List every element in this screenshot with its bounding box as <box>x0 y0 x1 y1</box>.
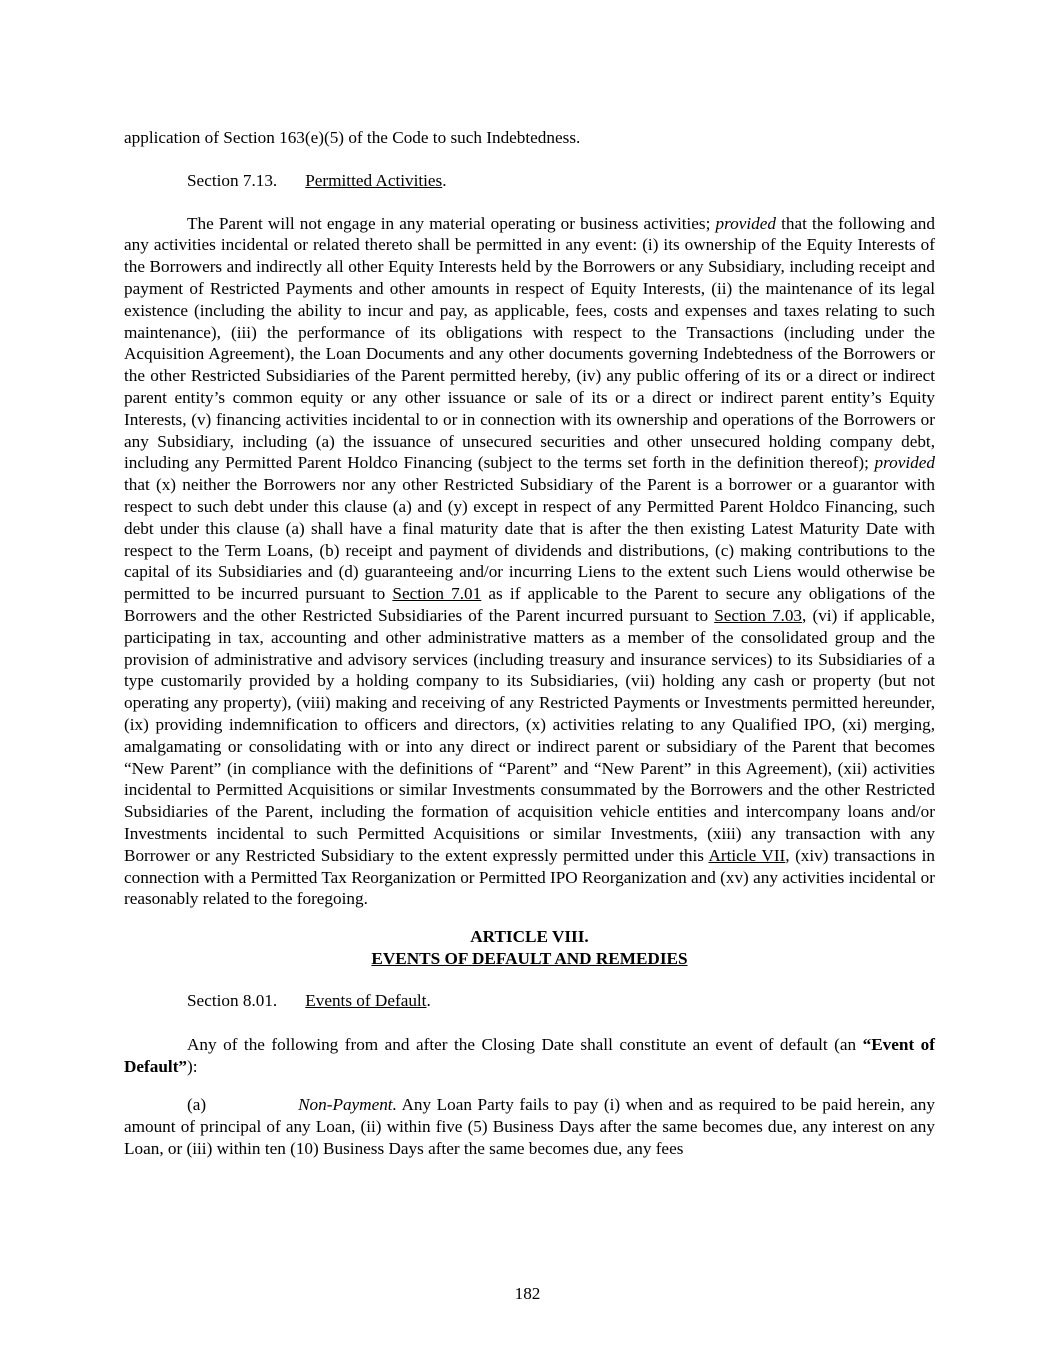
events-of-default-intro <box>124 1034 935 1078</box>
text-segment: , (vi) if applicable, participating in tax, accounting and other administrative matters as a member of the consolidated group and the provision of administrative and advisory services (including treasury and insurance services) to its Subsidiaries of a type customarily provided by a holding company to its Subsidiaries, (vii) holding any cash or property (but not operating any property), (viii) making and receiving of any Restricted Payments or Investments permitted hereunder, (ix) providing indemnification to officers and directors, (x) activities relating to any Qualified IPO, (xi) merging, amalgamating or consolidating with or into any direct or indirect parent or subsidiary of the Parent that becomes “New Parent” (in compliance with the definitions of “Parent” and “New Parent” in this Agreement), (xii) activities incidental to Permitted Acquisitions or similar Investments consummated by the Borrowers and the other Restricted Subsidiaries of the Parent, including the formation of acquisition vehicle entities and intercompany loans and/or Investments incidental to such Permitted Acquisitions or similar Investments, (xiii) any transaction with any Borrower or any Restricted Subsidiary to the extent expressly permitted under this <box>124 605 936 865</box>
text-segment: as if applicable to the Parent to secure any obligations of the Borrowers and the other Restricted Subsidiaries of the Parent incurred pursuant to <box>124 584 935 625</box>
text-segment: “Event of Default” <box>124 1034 935 1076</box>
section-7-13-heading <box>124 170 935 192</box>
section-title: Events of Default <box>305 991 427 1011</box>
text-segment: ): <box>187 1056 198 1076</box>
text-segment: (a) <box>187 1095 207 1115</box>
section-8-01-heading <box>124 990 935 1012</box>
text-segment: , (xiv) transactions in connection with a Permitted Tax Reorganization or Permitted IPO Reorganization and (xv) any activities incidental or reasonably related to the foregoing. <box>124 845 935 909</box>
section-title: Permitted Activities <box>305 170 443 190</box>
text-segment: Article VII <box>708 845 786 865</box>
article-number: ARTICLE VIII. <box>470 927 589 947</box>
text-segment: The Parent will not engage in any material operating or business activities; <box>187 213 716 233</box>
text-segment: that the following and any activities incidental or related thereto shall be permitted in any event: (i) its ownership of the Equity Interests of the Borrowers and indirectly all other Equity Interests held by the Borrowers or any Subsidiary, including receipt and payment of Restricted Payments and other amounts in respect of Equity Interests, (ii) the maintenance of its legal existence (including the ability to incur and pay, as applicable, fees, costs and expenses and taxes relating to such maintenance), (iii) the performance of its obligations with respect to the Transactions (including under the Acquisition Agreement), the Loan Documents and any other documents governing Indebtedness of the Borrowers or the other Restricted Subsidiaries of the Parent permitted hereby, (iv) any public offering of its or a direct or indirect parent entity’s common equity or any other issuance or sale of its or a direct or indirect parent entity’s Equity Interests, (v) financing activities incidental to or in connection with its ownership and operations of the Borrowers or any Subsidiary, including (a) the issuance of unsecured securities and other unsecured holding company debt, including any Permitted Parent Holdco Financing (subject to the terms set forth in the definition thereof); <box>124 213 935 473</box>
text-segment: Section 7.01 <box>392 584 482 604</box>
text-segment: Any Loan Party fails to pay (i) when and as required to be paid herein, any amount of principal of any Loan, (ii) within five (5) Business Days after the same becomes due, any interest on any Loan, or (iii) within ten (10) Business Days after the same becomes due, any fees <box>124 1095 935 1159</box>
text-segment: provided <box>715 213 776 233</box>
continuation-paragraph: application of Section 163(e)(5) of the Code to such Indebtedness. <box>124 128 581 147</box>
section-label: Section 7.13. <box>187 170 278 190</box>
article-title-text: EVENTS OF DEFAULT AND REMEDIES <box>371 949 688 969</box>
page-number: 182 <box>514 1284 541 1303</box>
section-7-13-body <box>124 213 935 911</box>
section-label: Section 8.01. <box>187 991 278 1011</box>
section-title-period: . <box>426 991 431 1011</box>
section-title-period: . <box>442 170 447 190</box>
non-payment-paragraph <box>124 1094 935 1159</box>
text-segment: that (x) neither the Borrowers nor any other Restricted Subsidiary of the Parent is a borrower or a guarantor with respect to such debt under this clause (a) and (y) except in respect of any Permitted Parent Holdco Financing, such debt under this clause (a) shall have a final maturity date that is after the then existing Latest Maturity Date with respect to the Term Loans, (b) receipt and payment of dividends and distributions, (c) making contributions to the capital of its Subsidiaries and (d) guaranteeing and/or incurring Liens to the extent such Liens would otherwise be permitted to be incurred pursuant to <box>124 475 935 604</box>
article-viii-heading <box>124 926 935 970</box>
text-segment: provided <box>874 453 935 473</box>
text-segment: Non-Payment. <box>298 1095 397 1115</box>
text-segment: Section 7.03 <box>714 605 803 625</box>
page-content <box>124 0 935 1160</box>
text-segment: Any of the following from and after the Closing Date shall constitute an event of default (an <box>187 1034 863 1054</box>
article-title <box>124 948 935 970</box>
